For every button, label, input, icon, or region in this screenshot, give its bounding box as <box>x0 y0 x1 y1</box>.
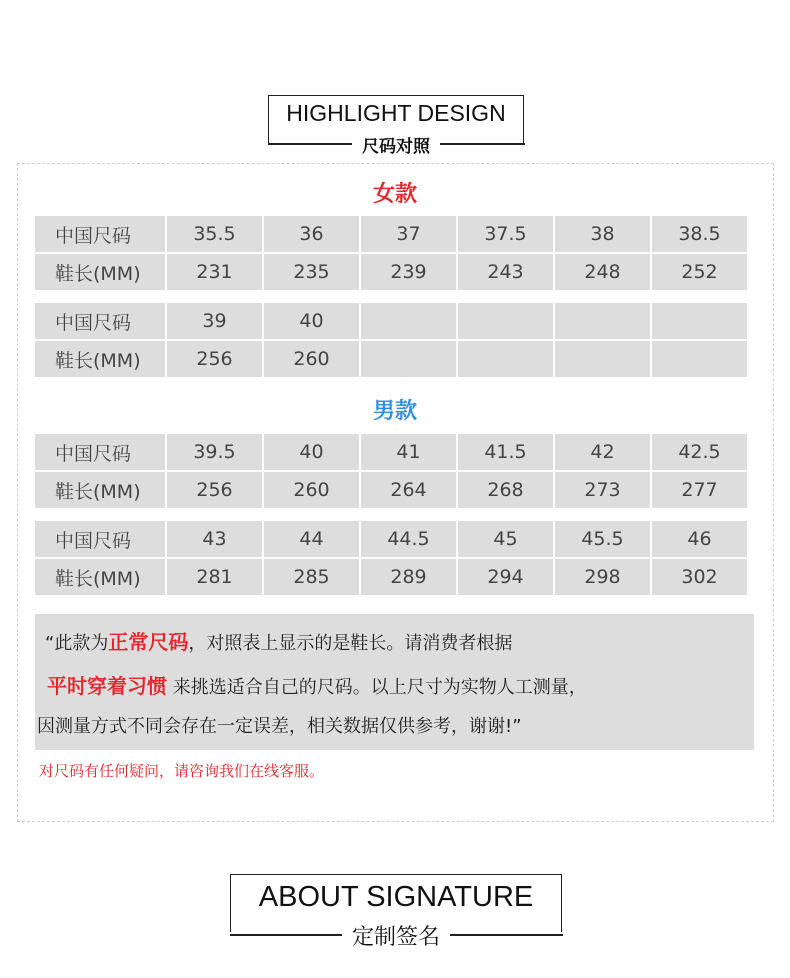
table-cell: 298 <box>555 559 650 595</box>
note-emphasis: 正常尺码 <box>108 630 189 654</box>
row-label-size: 中国尺码 <box>35 434 165 470</box>
table-cell: 243 <box>458 254 553 290</box>
size-table-women-2 <box>35 303 754 377</box>
table-cell <box>652 341 747 377</box>
header-highlight-design <box>268 95 524 157</box>
table-cell: 42.5 <box>652 434 747 470</box>
table-cell: 273 <box>555 472 650 508</box>
table-cell <box>555 303 650 339</box>
table-cell: 42 <box>555 434 650 470</box>
row-label-length: 鞋长(MM) <box>35 254 165 290</box>
table-cell: 302 <box>652 559 747 595</box>
row-label-size: 中国尺码 <box>35 303 165 339</box>
divider <box>440 143 525 145</box>
table-cell <box>458 303 553 339</box>
table-cell: 248 <box>555 254 650 290</box>
size-table-men-2 <box>35 521 754 595</box>
table-cell: 235 <box>264 254 359 290</box>
table-cell: 264 <box>361 472 456 508</box>
table-cell: 256 <box>167 472 262 508</box>
note-line-2: 平时穿着习惯 来挑选适合自己的尺码。以上尺寸为实物人工测量， <box>47 674 587 698</box>
table-cell: 41.5 <box>458 434 553 470</box>
divider <box>230 934 343 936</box>
table-cell <box>458 341 553 377</box>
divider <box>268 143 353 145</box>
table-cell: 252 <box>652 254 747 290</box>
table-cell: 38.5 <box>652 216 747 252</box>
table-cell: 39.5 <box>167 434 262 470</box>
table-cell <box>361 341 456 377</box>
table-cell: 277 <box>652 472 747 508</box>
table-cell <box>361 303 456 339</box>
table-cell: 239 <box>361 254 456 290</box>
note-line-1: “此款为正常尺码，对照表上显示的是鞋长。请消费者根据 <box>45 630 513 654</box>
table-cell: 260 <box>264 472 359 508</box>
table-cell: 35.5 <box>167 216 262 252</box>
table-cell: 45 <box>458 521 553 557</box>
table-cell <box>652 303 747 339</box>
size-table-women-1 <box>35 216 754 290</box>
header-en-title: HIGHLIGHT DESIGN <box>286 100 506 126</box>
sizing-note <box>35 614 754 750</box>
table-cell: 44 <box>264 521 359 557</box>
section-title-men: 男款 <box>372 399 417 424</box>
contact-notice: 对尺码有任何疑问，请咨询我们在线客服。 <box>39 762 325 780</box>
table-cell: 36 <box>264 216 359 252</box>
table-cell: 289 <box>361 559 456 595</box>
row-label-size: 中国尺码 <box>35 216 165 252</box>
note-line-3: 因测量方式不同会存在一定误差，相关数据仅供参考，谢谢!” <box>37 716 522 737</box>
divider <box>450 934 563 936</box>
header-cn-title: 尺码对照 <box>352 132 440 157</box>
row-label-size: 中国尺码 <box>35 521 165 557</box>
header-about-signature <box>230 874 562 950</box>
table-cell: 44.5 <box>361 521 456 557</box>
row-label-length: 鞋长(MM) <box>35 472 165 508</box>
row-label-length: 鞋长(MM) <box>35 341 165 377</box>
table-cell: 37 <box>361 216 456 252</box>
row-label-length: 鞋长(MM) <box>35 559 165 595</box>
table-cell: 40 <box>264 303 359 339</box>
table-cell: 285 <box>264 559 359 595</box>
table-cell <box>555 341 650 377</box>
table-cell: 294 <box>458 559 553 595</box>
table-cell: 45.5 <box>555 521 650 557</box>
table-cell: 281 <box>167 559 262 595</box>
table-cell: 40 <box>264 434 359 470</box>
table-cell: 41 <box>361 434 456 470</box>
table-cell: 260 <box>264 341 359 377</box>
table-cell: 268 <box>458 472 553 508</box>
table-cell: 38 <box>555 216 650 252</box>
note-emphasis: 平时穿着习惯 <box>47 674 167 698</box>
table-cell: 46 <box>652 521 747 557</box>
size-table-men-1 <box>35 434 754 508</box>
section-title-women: 女款 <box>372 182 417 207</box>
table-cell: 39 <box>167 303 262 339</box>
table-cell: 37.5 <box>458 216 553 252</box>
table-cell: 231 <box>167 254 262 290</box>
header-en-title: ABOUT SIGNATURE <box>258 881 534 913</box>
table-cell: 43 <box>167 521 262 557</box>
header-cn-title: 定制签名 <box>342 920 450 951</box>
table-cell: 256 <box>167 341 262 377</box>
